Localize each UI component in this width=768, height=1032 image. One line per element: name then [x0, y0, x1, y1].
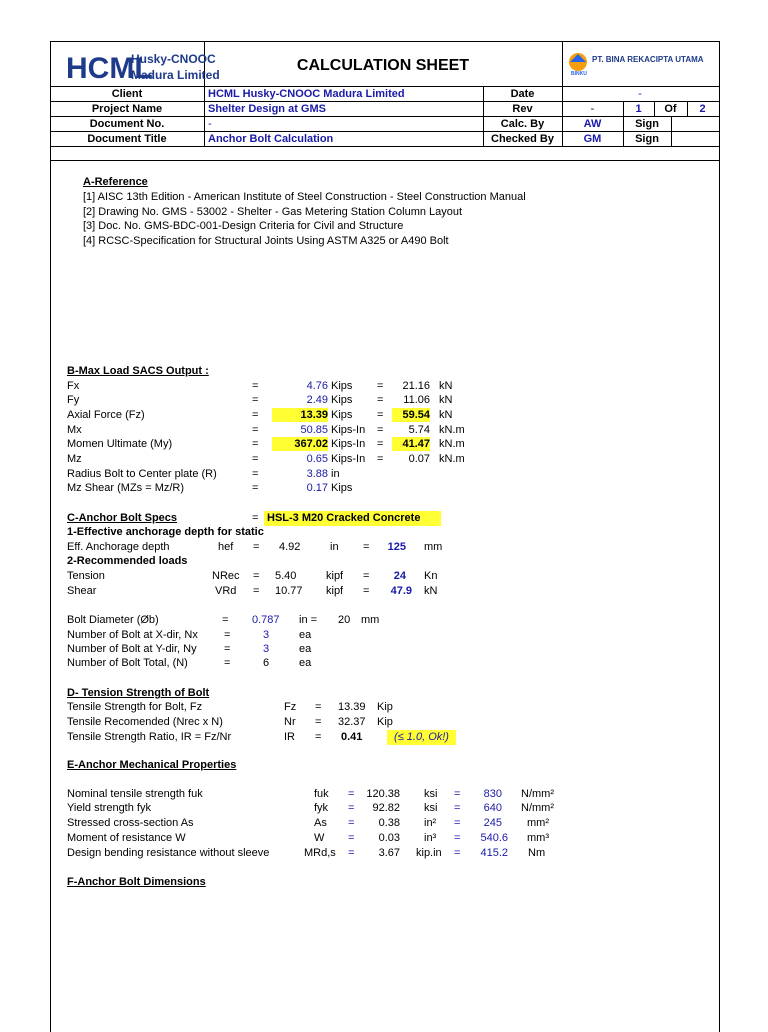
load-label: Radius Bolt to Center plate (R) — [67, 468, 217, 480]
property-unit: kip.in — [416, 847, 442, 859]
calc-by-sign: Sign — [635, 118, 659, 130]
property-unit: in² — [424, 817, 437, 829]
checked-by-label: Checked By — [491, 133, 554, 145]
bolt-diameter-unit: in = — [299, 614, 318, 626]
shear-unit: kipf — [326, 585, 344, 597]
spec-eq: = — [252, 512, 259, 524]
document-no-label: Document No. — [89, 118, 165, 130]
property-eq: = — [348, 832, 355, 844]
section-f-title: F-Anchor Bolt Dimensions — [67, 876, 206, 888]
property-eq2: = — [454, 832, 461, 844]
tension-unit-kn: Kn — [424, 570, 438, 582]
load-eq2: = — [377, 438, 384, 450]
load-unit-metric: kN — [439, 409, 453, 421]
load-value-metric: 11.06 — [403, 394, 430, 406]
page-total: 2 — [699, 103, 706, 115]
bolt-nx-unit: ea — [299, 629, 312, 641]
shear-eq2: = — [363, 585, 370, 597]
property-eq: = — [348, 788, 355, 800]
property-label: Nominal tensile strength fuk — [67, 788, 203, 800]
header-vline-logo — [562, 41, 563, 87]
load-value-imperial: 0.17 — [306, 482, 328, 494]
tensile-recommended-eq: = — [315, 716, 322, 728]
eff-unit-mm: mm — [424, 541, 443, 553]
bolt-diameter-mm-unit: mm — [361, 614, 380, 626]
property-value-metric: 415.2 — [480, 847, 508, 859]
load-eq: = — [252, 453, 259, 465]
document-title-label: Document Title — [87, 133, 167, 145]
bolt-total-unit: ea — [299, 657, 312, 669]
load-unit-imperial: Kips — [331, 394, 353, 406]
load-eq: = — [252, 409, 259, 421]
rev-label: Rev — [512, 103, 533, 115]
rev-value: - — [590, 103, 595, 115]
bolt-diameter-value: 0.787 — [252, 614, 280, 626]
load-label: Fy — [67, 394, 80, 406]
property-value-metric: 830 — [483, 788, 502, 800]
axial-force-value: 13.39 — [272, 408, 328, 422]
property-value-metric: 540.6 — [480, 832, 508, 844]
section-b-title: B-Max Load SACS Output : — [67, 365, 209, 377]
anchor-spec-value: HSL-3 M20 Cracked Concrete — [264, 511, 441, 526]
tensile-recommended-unit: Kip — [377, 716, 393, 728]
bina-logo — [566, 48, 711, 78]
tensile-ratio-ok-badge: (≤ 1.0, Ok!) — [387, 730, 456, 745]
bolt-total-label: Number of Bolt Total, (N) — [67, 657, 188, 669]
load-unit-imperial: Kips — [331, 380, 353, 392]
bolt-total-eq: = — [224, 657, 231, 669]
load-unit-imperial: Kips — [331, 482, 353, 494]
tension-unit: kipf — [326, 570, 344, 582]
tensile-ratio-eq: = — [315, 731, 322, 743]
property-label: Moment of resistance W — [67, 832, 186, 844]
load-eq2: = — [377, 380, 384, 392]
load-eq2: = — [377, 453, 384, 465]
moment-ultimate-value: 367.02 — [272, 437, 328, 451]
property-sym: fuk — [314, 788, 329, 800]
section-e-title: E-Anchor Mechanical Properties — [67, 759, 237, 771]
property-eq: = — [348, 817, 355, 829]
load-value-imperial: 4.76 — [306, 380, 328, 392]
tension-value: 5.40 — [275, 570, 297, 582]
load-unit-imperial: Kips — [331, 409, 353, 421]
property-eq2: = — [454, 802, 461, 814]
grid-line — [50, 160, 719, 161]
eff-unit: in — [330, 541, 339, 553]
property-eq: = — [348, 802, 355, 814]
bolt-ny-eq: = — [224, 643, 231, 655]
bina-logo-badge: BINKU — [571, 71, 587, 77]
load-value-metric: 5.74 — [408, 424, 430, 436]
page-title: CALCULATION SHEET — [296, 57, 470, 74]
tensile-ratio-label: Tensile Strength Ratio, IR = Fz/Nr — [67, 731, 232, 743]
property-eq: = — [348, 847, 355, 859]
property-sym: MRd,s — [304, 847, 336, 859]
tension-bolt-eq: = — [315, 701, 322, 713]
tensile-recommended-value: 32.37 — [338, 716, 366, 728]
bolt-ny-unit: ea — [299, 643, 312, 655]
property-sym: As — [314, 817, 327, 829]
load-value-metric: 0.07 — [408, 453, 430, 465]
checked-by-value: GM — [583, 133, 602, 145]
reference-item: [3] Doc. No. GMS-BDC-001-Design Criteria for Civil and Structure — [83, 220, 404, 232]
property-label: Stressed cross-section As — [67, 817, 194, 829]
calc-by-value: AW — [583, 118, 602, 130]
property-value: 92.82 — [372, 802, 400, 814]
section-c-title: C-Anchor Bolt Specs — [67, 512, 178, 524]
property-unit-metric: mm² — [527, 817, 549, 829]
bolt-diameter-label: Bolt Diameter (Øb) — [67, 614, 159, 626]
bolt-diameter-mm: 20 — [338, 614, 351, 626]
tensile-recommended-label: Tensile Recomended (Nrec x N) — [67, 716, 223, 728]
load-eq: = — [252, 394, 259, 406]
section-a-title: A-Reference — [83, 176, 148, 188]
hcml-logo-brand: HCML — [66, 52, 153, 85]
bolt-nx-value: 3 — [263, 629, 270, 641]
load-label: Fx — [67, 380, 80, 392]
load-unit-imperial: in — [331, 468, 340, 480]
bolt-ny-value: 3 — [263, 643, 270, 655]
load-unit-metric: kN.m — [439, 453, 465, 465]
bolt-diameter-eq: = — [222, 614, 229, 626]
property-eq2: = — [454, 847, 461, 859]
grid-line — [671, 116, 672, 146]
document-no-value: - — [208, 118, 212, 130]
property-unit: ksi — [424, 802, 438, 814]
load-unit-metric: kN — [439, 380, 453, 392]
section-c-sub2: 2-Recommended loads — [67, 555, 188, 567]
load-label: Mz — [67, 453, 82, 465]
bolt-nx-label: Number of Bolt at X-dir, Nx — [67, 629, 198, 641]
load-label: Axial Force (Fz) — [67, 409, 145, 421]
date-label: Date — [510, 88, 535, 100]
property-value: 120.38 — [366, 788, 400, 800]
property-eq2: = — [454, 817, 461, 829]
load-label: Mz Shear (MZs = Mz/R) — [67, 482, 185, 494]
tension-bolt-unit: Kip — [377, 701, 393, 713]
bolt-total-value: 6 — [263, 657, 270, 669]
grid-line — [50, 146, 719, 147]
load-unit-imperial: Kips-In — [331, 453, 366, 465]
shear-unit-kn: kN — [424, 585, 438, 597]
shear-sym: VRd — [215, 585, 237, 597]
reference-item: [1] AISC 13th Edition - American Institute of Steel Construction - Steel Construction Manual — [83, 191, 526, 203]
load-label: Mx — [67, 424, 82, 436]
load-value-imperial: 50.85 — [300, 424, 328, 436]
property-unit: ksi — [424, 788, 438, 800]
moment-ultimate-metric: 41.47 — [392, 437, 430, 451]
project-name-value: Shelter Design at GMS — [208, 103, 326, 115]
tensile-ratio-value: 0.41 — [341, 731, 363, 743]
tension-eq2: = — [363, 570, 370, 582]
load-eq: = — [252, 438, 259, 450]
project-name-label: Project Name — [91, 103, 163, 115]
client-value: HCML Husky-CNOOC Madura Limited — [208, 88, 405, 100]
section-c-sub1: 1-Effective anchorage depth for static — [67, 526, 264, 538]
property-unit-metric: Nm — [528, 847, 546, 859]
property-unit-metric: mm³ — [527, 832, 549, 844]
tensile-ratio-sym: IR — [284, 731, 295, 743]
hcml-logo-line1: Husky-CNOOC — [131, 52, 216, 66]
tension-eq: = — [253, 570, 260, 582]
property-label: Yield strength fyk — [67, 802, 151, 814]
load-unit-metric: kN.m — [439, 424, 465, 436]
reference-item: [4] RCSC-Specification for Structural Joints Using ASTM A325 or A490 Bolt — [83, 235, 449, 247]
calc-by-label: Calc. By — [500, 118, 545, 130]
tension-sym: NRec — [212, 570, 240, 582]
checked-by-sign: Sign — [635, 133, 659, 145]
bolt-nx-eq: = — [224, 629, 231, 641]
document-title-value: Anchor Bolt Calculation — [208, 133, 334, 145]
eff-value: 4.92 — [279, 541, 301, 553]
tension-bolt-label: Tensile Strength for Bolt, Fz — [67, 701, 203, 713]
section-d-title: D- Tension Strength of Bolt — [67, 687, 210, 699]
hcml-logo-line2: Madura Limited — [131, 68, 220, 82]
load-unit-imperial: Kips-In — [331, 424, 366, 436]
shear-label: Shear — [67, 585, 97, 597]
client-label: Client — [111, 88, 143, 100]
property-value: 0.38 — [378, 817, 400, 829]
tensile-recommended-sym: Nr — [284, 716, 296, 728]
property-eq2: = — [454, 788, 461, 800]
load-unit-metric: kN — [439, 394, 453, 406]
load-eq: = — [252, 424, 259, 436]
tension-value-kn: 24 — [393, 570, 406, 582]
axial-force-metric: 59.54 — [392, 408, 430, 422]
property-value: 3.67 — [378, 847, 400, 859]
load-eq: = — [252, 468, 259, 480]
bina-logo-text: PT. BINA REKACIPTA UTAMA — [592, 55, 704, 64]
property-unit-metric: N/mm² — [521, 802, 554, 814]
property-unit-metric: N/mm² — [521, 788, 554, 800]
tension-label: Tension — [67, 570, 105, 582]
eff-value-mm: 125 — [387, 541, 406, 553]
bolt-ny-label: Number of Bolt at Y-dir, Ny — [67, 643, 197, 655]
tension-bolt-value: 13.39 — [338, 701, 366, 713]
reference-item: [2] Drawing No. GMS - 53002 - Shelter - Gas Metering Station Column Layout — [83, 206, 463, 218]
load-eq: = — [252, 380, 259, 392]
tension-bolt-sym: Fz — [284, 701, 297, 713]
property-sym: W — [314, 832, 325, 844]
load-eq2: = — [377, 394, 384, 406]
property-label: Design bending resistance without sleeve — [67, 847, 270, 859]
shear-value: 10.77 — [275, 585, 303, 597]
load-label: Momen Ultimate (My) — [67, 438, 173, 450]
load-value-imperial: 3.88 — [306, 468, 328, 480]
page-number: 1 — [635, 103, 642, 115]
load-eq2: = — [377, 424, 384, 436]
date-value: - — [638, 88, 642, 100]
eff-eq: = — [253, 541, 260, 553]
property-value-metric: 245 — [483, 817, 502, 829]
shear-value-kn: 47.9 — [390, 585, 412, 597]
load-eq2: = — [377, 409, 384, 421]
eff-sym: hef — [218, 541, 234, 553]
shear-eq: = — [253, 585, 260, 597]
load-unit-metric: kN.m — [439, 438, 465, 450]
property-unit: in³ — [424, 832, 437, 844]
property-sym: fyk — [314, 802, 329, 814]
property-value-metric: 640 — [483, 802, 502, 814]
hcml-logo — [64, 48, 220, 85]
load-value-metric: 21.16 — [402, 380, 430, 392]
load-value-imperial: 2.49 — [306, 394, 328, 406]
load-eq: = — [252, 482, 259, 494]
page-of: Of — [664, 103, 677, 115]
eff-label: Eff. Anchorage depth — [67, 541, 170, 553]
property-value: 0.03 — [378, 832, 400, 844]
load-value-imperial: 0.65 — [306, 453, 328, 465]
eff-eq2: = — [363, 541, 370, 553]
load-unit-imperial: Kips-In — [331, 438, 366, 450]
